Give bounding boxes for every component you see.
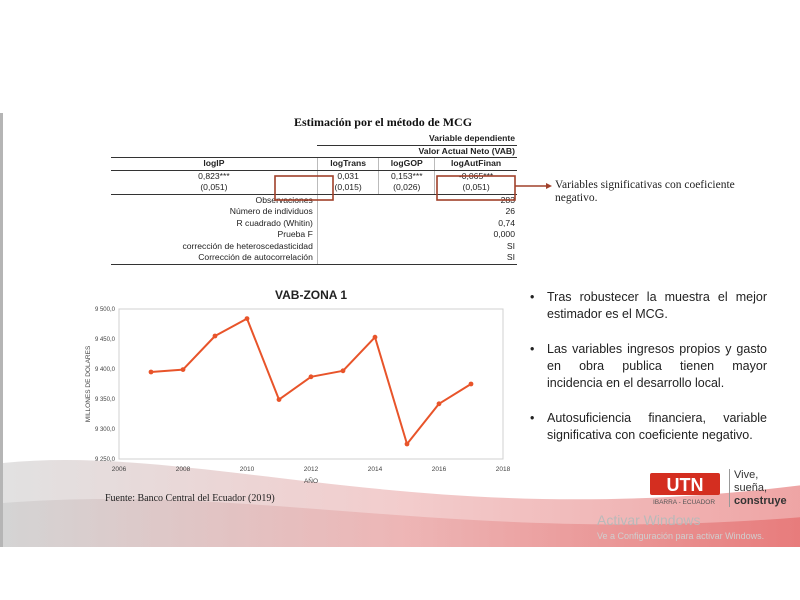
stat-value: 26: [317, 206, 517, 218]
highlight-box-logtrans: [275, 176, 333, 200]
col-header: logIP: [111, 158, 317, 171]
source-note: Fuente: Banco Central del Ecuador (2019): [105, 493, 275, 504]
stat-value: 0,000: [317, 229, 517, 241]
activate-windows-watermark: Activar Windows: [597, 512, 701, 528]
utn-logo-mark: [649, 469, 721, 499]
data-point: [437, 401, 442, 406]
group-header: Variable dependiente: [317, 133, 517, 145]
col-header: logGOP: [379, 158, 435, 171]
y-tick-label: 9 400,0: [94, 367, 115, 373]
vab-line-chart: [83, 289, 523, 501]
slide: [0, 113, 800, 547]
chart-title: VAB-ZONA 1: [275, 289, 347, 302]
y-tick-label: 9 500,0: [94, 307, 115, 313]
data-point: [277, 397, 282, 402]
highlight-box-logautfinan: [437, 176, 515, 200]
x-tick-label: 2008: [175, 466, 191, 473]
se-cell: (0,051): [111, 182, 317, 194]
x-tick-label: 2010: [239, 466, 255, 473]
dep-var: Valor Actual Neto (VAB): [317, 145, 517, 158]
utn-logo: [649, 469, 799, 511]
x-tick-label: 2006: [111, 466, 127, 473]
data-point: [405, 442, 410, 447]
coef-cell: 0,153***: [379, 170, 435, 182]
coef-cell: -0,065***: [435, 170, 517, 182]
callout-arrow-head: [546, 183, 552, 189]
data-point: [373, 335, 378, 340]
stat-label: Corrección de autocorrelación: [111, 252, 317, 264]
y-tick-label: 9 250,0: [94, 457, 115, 463]
callout-text: Variables significativas con coeficiente negativo.: [555, 179, 735, 204]
bullet-item: • Las variables ingresos propios y gasto en obra publica tienen mayor incidencia en el desarrollo local.: [525, 341, 767, 392]
x-tick-label: 2014: [367, 466, 383, 473]
logo-tagline-1: Vive,: [734, 469, 759, 481]
logo-tagline-2: sueña,: [734, 482, 768, 494]
plot-frame: [119, 309, 503, 459]
y-tick-label: 9 450,0: [94, 337, 115, 343]
stat-label: Número de individuos: [229, 206, 313, 216]
data-point: [149, 370, 154, 375]
stat-value: SI: [317, 252, 517, 264]
stat-value: SI: [317, 241, 517, 253]
activate-windows-hint: Ve a Configuración para activar Windows.: [597, 531, 765, 541]
bullet-item: • Autosuficiencia financiera, variable significativa con coeficiente negativo.: [525, 410, 767, 444]
data-point: [309, 374, 314, 379]
col-header: logAutFinan: [435, 158, 517, 171]
table-title: Estimación por el método de MCG: [293, 115, 473, 129]
se-cell: (0,026): [379, 182, 435, 194]
y-axis-label: MILLONES DE DOLARES: [85, 345, 92, 423]
data-point: [341, 368, 346, 373]
stat-value: 0,74: [317, 218, 517, 230]
data-point: [469, 382, 474, 387]
stat-value: 283: [317, 194, 517, 206]
se-cell: (0,015): [317, 182, 379, 194]
x-tick-label: 2018: [495, 466, 511, 473]
stat-label: corrección de heteroscedasticidad: [182, 240, 313, 251]
logo-divider: [729, 469, 730, 507]
data-point: [245, 316, 250, 321]
x-axis-label: AÑO: [303, 478, 319, 485]
x-tick-label: 2016: [431, 466, 447, 473]
stat-label: Prueba F: [277, 229, 313, 239]
data-point: [181, 367, 186, 372]
x-tick-label: 2012: [303, 466, 319, 473]
coef-cell: 0,031: [317, 170, 379, 182]
data-point: [213, 334, 218, 339]
bullet-list: [525, 289, 767, 462]
stat-label: R cuadrado (Whitin): [236, 217, 313, 228]
coef-cell: 0,823***: [198, 170, 230, 181]
logo-tagline-3: construye: [734, 495, 787, 507]
bullet-item: • Tras robustecer la muestra el mejor estimador es el MCG.: [525, 289, 767, 323]
y-tick-label: 9 300,0: [94, 427, 115, 433]
se-cell: (0,051): [435, 182, 517, 194]
stat-label: Observaciones: [255, 194, 313, 205]
col-header: logTrans: [317, 158, 379, 171]
series-line: [151, 319, 471, 444]
y-tick-label: 9 350,0: [94, 397, 115, 403]
logo-subtitle: IBARRA - ECUADOR: [652, 499, 716, 506]
svg-text:UTN: UTN: [666, 475, 704, 495]
